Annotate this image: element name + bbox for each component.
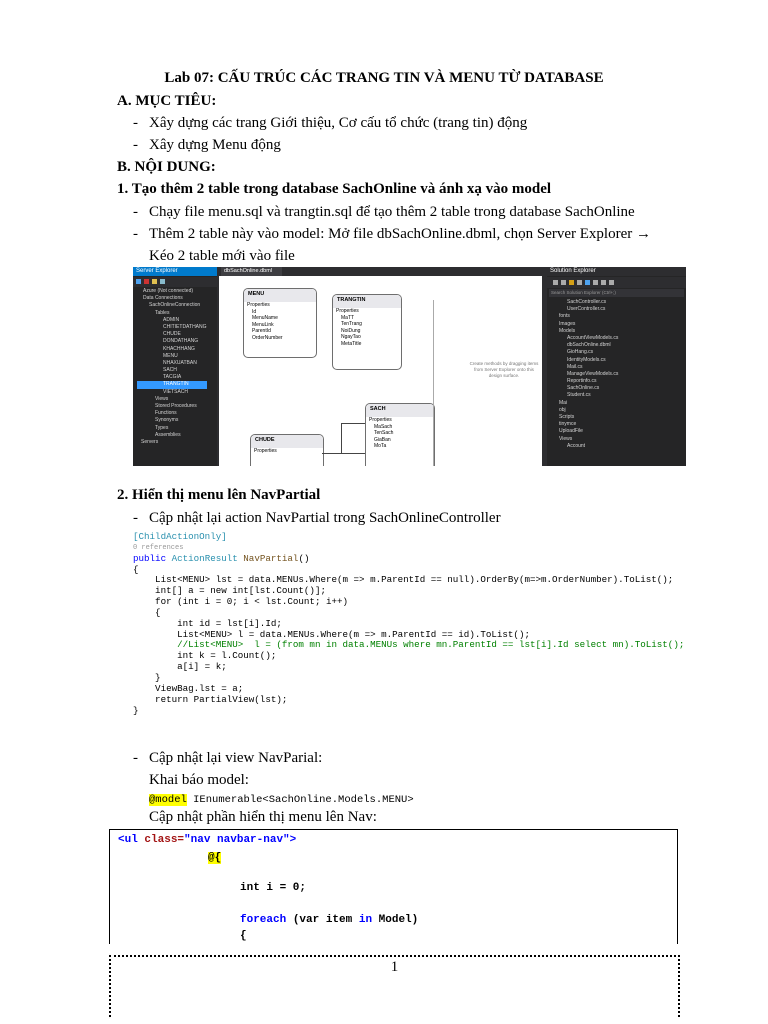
tree-item[interactable]: ADMIN xyxy=(163,316,180,323)
server-tree xyxy=(137,288,207,446)
model-keyword: @model xyxy=(149,794,187,806)
server-explorer-toolbar xyxy=(133,277,217,287)
code-line: } xyxy=(133,704,139,716)
tree-item[interactable]: Account xyxy=(567,442,586,449)
solution-search-input[interactable]: Search Solution Explorer (Ctrl+;) xyxy=(549,289,684,297)
forward-icon[interactable] xyxy=(561,280,566,285)
properties-label: Properties xyxy=(369,417,392,423)
code-line: List<MENU> lst = data.MENUs.Where(m => m.ParentId == null).OrderBy(m=>m.OrderNumber).ToList(); xyxy=(133,574,674,586)
entity-chude[interactable] xyxy=(250,434,324,466)
tree-item[interactable]: Tables xyxy=(155,309,170,316)
code-line: int k = l.Count(); xyxy=(133,650,277,662)
connect-server-icon[interactable] xyxy=(160,279,165,284)
tree-item[interactable]: Azure (Not connected) xyxy=(143,288,194,294)
tree-item[interactable]: Servers xyxy=(141,438,159,445)
goal-item-1: Xây dựng các trang Giới thiệu, Cơ cấu tổ chức (trang tin) động xyxy=(149,115,528,131)
code-line: int i = 0; xyxy=(240,882,307,894)
tree-item[interactable]: AccountViewModels.cs xyxy=(567,334,619,341)
entity-field[interactable]: OrderNumber xyxy=(252,334,283,341)
code-line: { xyxy=(133,606,161,618)
entity-field[interactable]: GiaBan xyxy=(374,436,391,443)
step-2-item-1: Cập nhật lại action NavPartial trong SachOnlineController xyxy=(149,510,501,526)
tree-item[interactable]: Types xyxy=(155,424,169,431)
tree-item[interactable]: Scripts xyxy=(559,414,575,420)
tree-item[interactable]: Stored Procedures xyxy=(155,403,197,409)
tree-item[interactable]: Views xyxy=(559,435,573,442)
bullet: - xyxy=(133,204,138,220)
tree-item[interactable]: UploadFile xyxy=(559,428,583,435)
code-line: List<MENU> l = data.MENUs.Where(m => m.ParentId == id).ToList(); xyxy=(133,628,530,640)
tree-item[interactable]: MENU xyxy=(163,352,178,359)
properties-label: Properties xyxy=(247,302,270,308)
code-line: @{ xyxy=(208,852,222,864)
code-line: 0 references xyxy=(133,543,184,552)
code-line: //List<MENU> l = (from mn in data.MENUs where mn.ParentId == lst[i].Id select mn).ToList(); xyxy=(133,639,685,651)
refresh-icon[interactable] xyxy=(585,280,590,285)
entity-name: TRANGTIN xyxy=(333,295,401,308)
tree-item[interactable]: SachOnlineConnection xyxy=(149,302,201,309)
page-title: Lab 07: CẤU TRÚC CÁC TRANG TIN VÀ MENU TỪ DATABASE xyxy=(164,70,604,86)
tree-item[interactable]: Views xyxy=(155,395,169,402)
tree-item[interactable]: Student.cs xyxy=(567,392,591,399)
code-line: int id = lst[i].Id; xyxy=(133,617,282,629)
sync-icon[interactable] xyxy=(577,280,582,285)
step-2-heading: 2. Hiển thị menu lên NavPartial xyxy=(117,487,321,503)
tree-item[interactable]: IdentityModels.cs xyxy=(567,356,606,363)
vs-screenshot xyxy=(133,267,686,466)
tree-item[interactable]: Data Connections xyxy=(143,295,183,302)
entity-field[interactable]: ParentId xyxy=(252,328,271,334)
back-icon[interactable] xyxy=(553,280,558,285)
server-explorer-title: Server Explorer xyxy=(133,267,217,276)
collapse-icon[interactable] xyxy=(593,280,598,285)
tree-item[interactable]: UserController.cs xyxy=(567,306,606,313)
code-navpartial-action xyxy=(133,531,685,740)
tree-item[interactable]: Reportinfo.cs xyxy=(567,378,597,385)
properties-label: Properties xyxy=(254,448,277,454)
bullet: - xyxy=(133,750,138,766)
code-line: <ul class="nav navbar-nav"> xyxy=(118,834,297,846)
code-line: { xyxy=(133,563,139,575)
entity-field[interactable]: TenSach xyxy=(374,430,394,436)
section-b-heading: B. NỘI DUNG: xyxy=(117,159,216,175)
connect-db-icon[interactable] xyxy=(152,279,157,284)
tree-item[interactable]: SachController.cs xyxy=(567,299,607,305)
tree-item[interactable]: CHUDE xyxy=(163,331,181,338)
tree-item[interactable]: Mail.cs xyxy=(567,363,583,370)
tree-item[interactable]: CHITIETDATHANG xyxy=(163,323,207,330)
entity-sach[interactable] xyxy=(365,403,435,466)
entity-field[interactable]: TenTrang xyxy=(341,321,362,327)
entity-field[interactable]: MaTT xyxy=(341,314,355,321)
model-directive xyxy=(149,793,414,807)
code-line: ViewBag.lst = a; xyxy=(133,682,244,694)
tree-item[interactable]: SACH xyxy=(163,367,177,374)
tree-item[interactable]: Synonyms xyxy=(155,417,179,424)
entity-menu[interactable] xyxy=(243,288,317,358)
tree-item[interactable]: SachOnline.cs xyxy=(567,385,600,392)
association-line xyxy=(341,423,342,454)
entity-name: MENU xyxy=(244,289,316,302)
association-line xyxy=(341,423,365,424)
properties-icon[interactable] xyxy=(609,280,614,285)
model-type: IEnumerable<SachOnline.Models.MENU> xyxy=(186,794,414,806)
tree-item[interactable]: GioHang.cs xyxy=(567,349,594,356)
bullet: - xyxy=(133,115,138,131)
entity-field[interactable]: MoTa xyxy=(374,443,387,449)
step-1-item-2b: Kéo 2 table mới vào file xyxy=(149,248,295,264)
page-number: 1 xyxy=(390,959,399,975)
entity-field[interactable]: MenuLink xyxy=(252,321,274,328)
code-line: public ActionResult NavPartial() xyxy=(133,552,310,564)
tree-item[interactable]: Assemblies xyxy=(155,431,181,438)
refresh-icon[interactable] xyxy=(136,279,141,284)
tab-dbml[interactable]: dbSachOnline.dbml xyxy=(221,267,282,276)
tree-item[interactable]: NHAXUATBAN xyxy=(163,359,197,366)
methods-pane xyxy=(467,276,542,466)
tab-strip xyxy=(219,267,545,276)
entity-name: SACH xyxy=(366,404,434,417)
section-a-heading: A. MỤC TIÊU: xyxy=(117,93,217,109)
tree-item[interactable]: Models xyxy=(559,327,576,334)
tree-item[interactable]: TACGIA xyxy=(163,374,182,381)
solution-toolbar xyxy=(547,277,686,288)
tree-item[interactable]: VIETSACH xyxy=(163,388,189,395)
show-all-icon[interactable] xyxy=(601,280,606,285)
entity-field[interactable]: NoiDung xyxy=(341,327,361,334)
tree-item[interactable]: dbSachOnline.dbml xyxy=(567,342,611,349)
tree-item[interactable]: ManageViewModels.cs xyxy=(567,370,619,377)
bullet: - xyxy=(133,137,138,153)
home-icon[interactable] xyxy=(569,280,574,285)
solution-explorer-title: Solution Explorer xyxy=(547,267,686,276)
bullet: - xyxy=(133,226,138,242)
bullet: - xyxy=(133,510,138,526)
code-line: a[i] = k; xyxy=(133,661,227,673)
tree-item[interactable]: KHACHHANG xyxy=(163,345,195,352)
association-line xyxy=(322,453,365,454)
tree-item[interactable]: DONDATHANG xyxy=(163,338,199,345)
tree-item[interactable]: Functions xyxy=(155,410,177,417)
entity-trangtin[interactable] xyxy=(332,294,402,370)
code-line: int[] a = new int[lst.Count()]; xyxy=(133,585,326,597)
solution-tree xyxy=(555,299,618,450)
entity-field[interactable]: MaSach xyxy=(374,423,393,430)
methods-hint: Create methods by dragging items from Server Explorer onto this design surface. xyxy=(469,361,539,378)
server-explorer-panel xyxy=(133,267,217,466)
declare-model-label: Khai báo model: xyxy=(149,772,249,788)
tree-item[interactable]: obj xyxy=(559,406,566,413)
entity-name: CHUDE xyxy=(251,435,323,448)
tree-item[interactable]: TRANGTIN xyxy=(137,381,207,388)
entity-field[interactable]: Id xyxy=(252,308,257,315)
tree-item[interactable]: Images xyxy=(559,320,576,327)
code-line: foreach (var item in Model) xyxy=(240,914,419,926)
stop-icon[interactable] xyxy=(144,279,149,284)
properties-label: Properties xyxy=(336,308,359,314)
code-line: } xyxy=(133,671,161,683)
code-line: { xyxy=(240,930,247,942)
entity-field[interactable]: NgayTao xyxy=(341,334,361,340)
goal-item-2: Xây dựng Menu động xyxy=(149,137,281,153)
code-line: return PartialView(lst); xyxy=(133,693,288,705)
solution-explorer-panel xyxy=(547,267,686,466)
code-line: [ChildActionOnly] xyxy=(133,531,227,542)
entity-field[interactable]: MenuName xyxy=(252,315,278,321)
code-nav-view xyxy=(109,829,678,944)
page-footer-box xyxy=(109,955,680,1017)
pane-divider xyxy=(433,300,434,466)
code-line: for (int i = 0; i < lst.Count; i++) xyxy=(133,596,349,608)
step-1-item-2a: Thêm 2 table này vào model: Mở file dbSachOnline.dbml, chọn Server Explorer → xyxy=(149,226,651,242)
step-2-item-2: Cập nhật lại view NavParial: xyxy=(149,750,323,766)
tree-item[interactable]: fonts xyxy=(559,313,570,320)
tree-item[interactable]: Mai xyxy=(559,399,568,406)
update-nav-label: Cập nhật phần hiển thị menu lên Nav: xyxy=(149,809,377,825)
step-1-heading: 1. Tạo thêm 2 table trong database SachOnline và ánh xạ vào model xyxy=(117,181,552,197)
tree-item[interactable]: tinymce xyxy=(559,421,577,428)
entity-field[interactable]: MetaTitle xyxy=(341,340,362,347)
step-1-item-1: Chạy file menu.sql và trangtin.sql để tạo thêm 2 table trong database SachOnline xyxy=(149,204,635,220)
